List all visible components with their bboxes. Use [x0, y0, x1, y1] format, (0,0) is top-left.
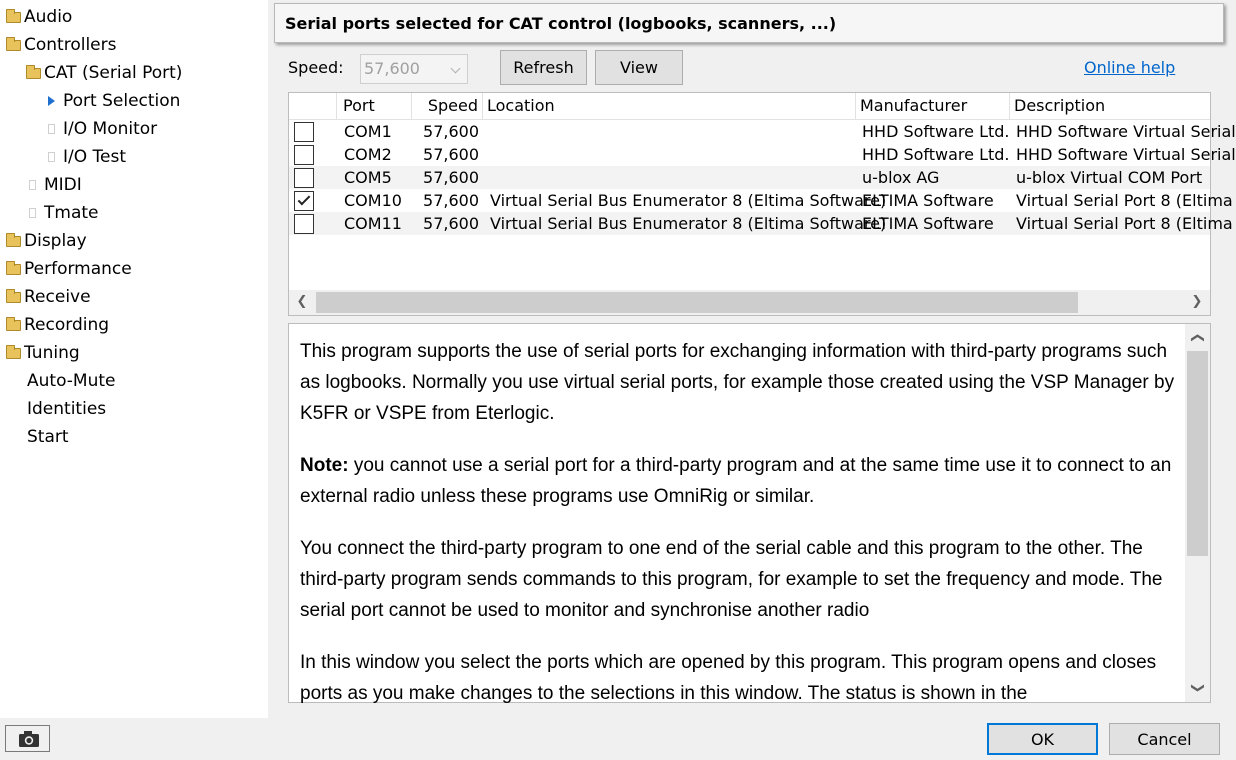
scroll-left-icon[interactable]: ❮ — [296, 294, 308, 309]
speed-cell: 57,600 — [423, 122, 479, 141]
port-cell: COM2 — [344, 145, 392, 164]
description-cell: HHD Software Virtual Serial — [1016, 122, 1236, 141]
page-icon — [45, 124, 63, 134]
column-header-description[interactable]: Description — [1014, 96, 1106, 115]
tree-item-label: Port Selection — [63, 91, 181, 111]
screenshot-button[interactable] — [5, 725, 50, 752]
tree-item-label: Display — [24, 231, 87, 251]
speed-select-value: 57,600 — [364, 59, 420, 78]
help-paragraph: This program supports the use of serial ports for exchanging information with third-party programs such as logbooks. Normally you use virtual serial ports, for example those created using the VSP Manager by K5FR or VSPE from Eterlogic. — [300, 341, 1175, 424]
port-cell: COM5 — [344, 168, 392, 187]
tree-item-midi[interactable] — [26, 171, 82, 199]
folder-icon — [6, 320, 24, 331]
tree-item-tmate[interactable] — [26, 199, 99, 227]
note-label: Note: — [300, 455, 349, 476]
location-cell: Virtual Serial Bus Enumerator 8 (Eltima Software) — [490, 214, 887, 233]
tree-item-identities[interactable] — [27, 395, 106, 423]
camera-icon — [6, 726, 51, 753]
speed-cell: 57,600 — [423, 168, 479, 187]
tree-item-label: Start — [27, 427, 69, 447]
tree-item-controllers[interactable] — [6, 31, 116, 59]
table-row[interactable] — [289, 120, 1236, 143]
tree-item-performance[interactable] — [6, 255, 132, 283]
tree-item-start[interactable] — [27, 423, 69, 451]
manufacturer-cell: ELTIMA Software — [862, 214, 994, 233]
scrollbar-thumb[interactable] — [1187, 351, 1208, 556]
tree-item-auto-mute[interactable] — [27, 367, 116, 395]
tree-item-label: Performance — [24, 259, 132, 279]
chevron-down-icon — [451, 64, 461, 74]
tree-item-audio[interactable] — [6, 3, 72, 31]
table-header — [289, 93, 1210, 120]
selected-arrow-icon — [45, 96, 63, 106]
port-cell: COM10 — [344, 191, 402, 210]
tree-item-io-monitor[interactable] — [45, 115, 157, 143]
manufacturer-cell: u-blox AG — [862, 168, 940, 187]
port-table — [288, 92, 1236, 316]
settings-tree — [0, 0, 268, 718]
location-cell: Virtual Serial Bus Enumerator 8 (Eltima Software) — [490, 191, 887, 210]
tree-item-label: Auto-Mute — [27, 371, 116, 391]
column-header-speed[interactable]: Speed — [412, 93, 483, 120]
scroll-up-icon[interactable]: ❮ — [1190, 332, 1205, 344]
view-button[interactable]: View — [595, 50, 683, 85]
description-cell: Virtual Serial Port 8 (Eltima — [1016, 191, 1233, 210]
column-header-manufacturer[interactable]: Manufacturer — [856, 93, 1010, 120]
column-header-port[interactable]: Port — [337, 93, 412, 120]
tree-item-label: MIDI — [44, 175, 82, 195]
port-checkbox[interactable] — [294, 214, 314, 234]
speed-cell: 57,600 — [423, 191, 479, 210]
help-text — [300, 336, 1180, 730]
port-checkbox-checked[interactable] — [294, 191, 314, 211]
tree-item-display[interactable] — [6, 227, 87, 255]
speed-cell: 57,600 — [423, 145, 479, 164]
help-paragraph: You connect the third-party program to one end of the serial cable and this program to the other. The third-party program sends commands to this program, for example to set the frequency and mode. The serial port cannot be used to monitor and synchronise another radio — [300, 538, 1163, 621]
tree-item-tuning[interactable] — [6, 339, 80, 367]
folder-icon — [6, 348, 24, 359]
port-checkbox[interactable] — [294, 122, 314, 142]
page-title: Serial ports selected for CAT control (logbooks, scanners, ...) — [285, 14, 837, 33]
tree-item-label: Receive — [24, 287, 91, 307]
port-checkbox[interactable] — [294, 145, 314, 165]
table-row[interactable] — [289, 212, 1233, 235]
checkmark-icon — [298, 193, 311, 206]
description-cell: HHD Software Virtual Serial — [1016, 145, 1236, 164]
page-icon — [26, 208, 44, 218]
column-header-select[interactable] — [289, 93, 337, 120]
speed-cell: 57,600 — [423, 214, 479, 233]
scroll-down-icon[interactable]: ❯ — [1190, 682, 1205, 694]
folder-icon — [6, 236, 24, 247]
folder-open-icon — [26, 68, 44, 79]
port-cell: COM11 — [344, 214, 402, 233]
tree-item-label: Tmate — [44, 203, 99, 223]
speed-select[interactable] — [360, 54, 468, 84]
port-checkbox[interactable] — [294, 168, 314, 188]
table-row[interactable] — [289, 143, 1236, 166]
page-icon — [45, 152, 63, 162]
help-paragraph — [300, 450, 1180, 512]
horizontal-scrollbar[interactable] — [289, 290, 1210, 315]
folder-open-icon — [6, 40, 24, 51]
note-text: you cannot use a serial port for a third-party program and at the same time use it to connect to an external radio unless these programs use OmniRig or similar. — [300, 455, 1172, 507]
tree-item-port-selection[interactable] — [45, 87, 180, 115]
tree-item-label: I/O Test — [63, 147, 127, 167]
description-cell: u-blox Virtual COM Port — [1016, 168, 1203, 187]
tree-item-recording[interactable] — [6, 311, 109, 339]
folder-icon — [6, 264, 24, 275]
column-header-location[interactable]: Location — [483, 93, 856, 120]
online-help-link[interactable]: Online help — [1084, 58, 1176, 77]
refresh-button[interactable]: Refresh — [500, 50, 587, 85]
description-cell: Virtual Serial Port 8 (Eltima — [1016, 214, 1233, 233]
speed-label: Speed: — [288, 58, 344, 77]
tree-item-label: Audio — [24, 7, 73, 27]
ok-button[interactable]: OK — [987, 723, 1098, 755]
scrollbar-thumb[interactable] — [316, 292, 1078, 313]
table-row[interactable] — [289, 189, 1233, 212]
manufacturer-cell: HHD Software Ltd. — [862, 122, 1010, 141]
tree-item-cat-serial-port[interactable] — [26, 59, 182, 87]
page-icon — [26, 180, 44, 190]
section-header — [274, 3, 1224, 43]
manufacturer-cell: ELTIMA Software — [862, 191, 994, 210]
cancel-button[interactable]: Cancel — [1109, 723, 1220, 755]
tree-item-receive[interactable] — [6, 283, 91, 311]
help-paragraph: In this window you select the ports which are opened by this program. This program opens and closes ports as you make changes to the selections in this window. The status is shown in the — [300, 652, 1157, 704]
port-cell: COM1 — [344, 122, 392, 141]
folder-icon — [6, 292, 24, 303]
table-row[interactable] — [289, 166, 1210, 189]
tree-item-io-test[interactable] — [45, 143, 126, 171]
tree-item-label: Identities — [27, 399, 107, 419]
help-panel — [288, 323, 1211, 703]
tree-item-label: CAT (Serial Port) — [44, 63, 183, 83]
scroll-right-icon[interactable]: ❯ — [1191, 294, 1203, 309]
tree-item-label: Tuning — [24, 343, 80, 363]
tree-item-label: Controllers — [24, 35, 117, 55]
tree-item-label: I/O Monitor — [63, 119, 158, 139]
manufacturer-cell: HHD Software Ltd. — [862, 145, 1010, 164]
folder-icon — [6, 12, 24, 23]
vertical-scrollbar[interactable] — [1185, 324, 1210, 702]
tree-item-label: Recording — [24, 315, 110, 335]
